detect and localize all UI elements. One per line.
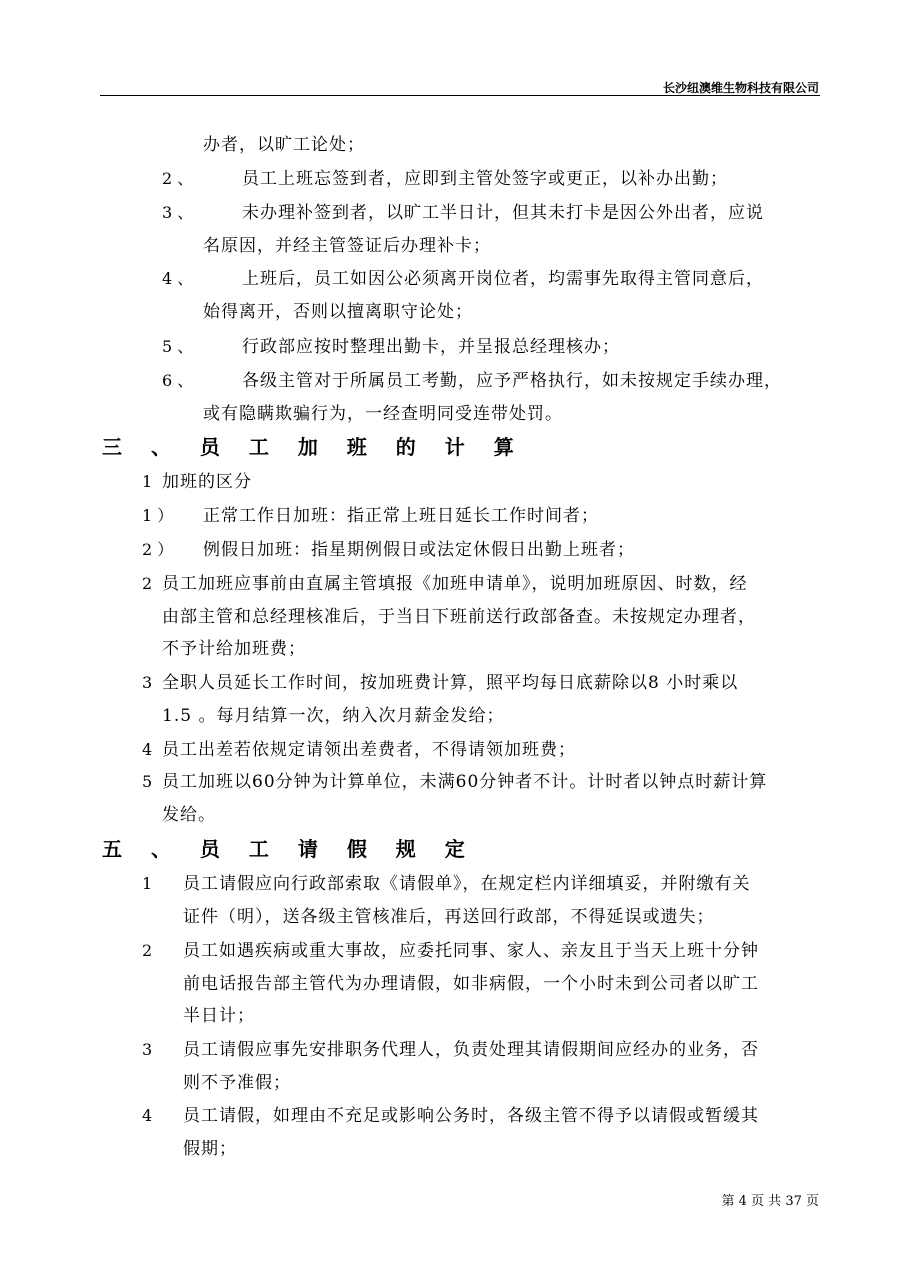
item-number: 2: [142, 941, 153, 960]
item-number: 4: [142, 1106, 153, 1125]
item-continuation: 名原因，并经主管签证后办理补卡；: [203, 236, 491, 256]
item-number: 6 、: [162, 371, 194, 390]
item-text: 行政部应按时整理出勤卡，并呈报总经理核办；: [242, 337, 620, 357]
item-text: 员工请假应事先安排职务代理人，负责处理其请假期间应经办的业务，否: [183, 1040, 759, 1060]
item-continuation: 1.5 。每月结算一次，纳入次月薪金发给；: [162, 706, 505, 726]
item-number: 4: [142, 740, 153, 759]
header-rule: [100, 95, 820, 96]
item-number: 3 、: [162, 203, 194, 222]
item-continuation: 证件（明），送各级主管核准后，再送回行政部，不得延误或遗失；: [183, 907, 715, 927]
item-continuation: 半日计；: [183, 1006, 255, 1026]
item-continuation: 前电话报告部主管代为办理请假，如非病假，一个小时未到公司者以旷工: [183, 974, 759, 994]
item-text: 加班的区分: [162, 472, 252, 492]
item-number: 1 ）: [142, 506, 174, 525]
item-number: 1: [142, 874, 153, 893]
item-text: 上班后，员工如因公必须离开岗位者，均需事先取得主管同意后，: [242, 269, 764, 289]
item-number: 2 、: [162, 169, 194, 188]
item-number: 3: [142, 1040, 153, 1059]
item-continuation: 不予计给加班费；: [162, 639, 306, 659]
page-number: 第 4 页 共 37 页: [721, 1194, 819, 1209]
item-continuation: 始得离开，否则以擅离职守论处；: [203, 302, 473, 322]
item-continuation: 假期；: [183, 1139, 237, 1159]
item-number: 3: [142, 673, 153, 692]
item-continuation: 则不予准假；: [183, 1073, 291, 1093]
section-heading-leave: 五 、 员 工 请 假 规 定: [102, 837, 476, 861]
item-text: 员工上班忘签到者，应即到主管处签字或更正，以补办出勤；: [242, 169, 728, 189]
item-text: 员工加班以60分钟为计算单位，未满60分钟者不计。计时者以钟点时薪计算: [162, 772, 768, 792]
item-text: 员工加班应事前由直属主管填报《加班申请单》，说明加班原因、时数，经: [162, 574, 748, 594]
item-text: 正常工作日加班：指正常上班日延长工作时间者；: [203, 506, 599, 526]
item-number: 5: [142, 772, 153, 791]
item-text: 未办理补签到者，以旷工半日计，但其未打卡是因公外出者，应说: [242, 203, 764, 223]
item-number: 4 、: [162, 269, 194, 288]
item-number: 2: [142, 574, 153, 593]
header-company: 长沙纽澳维生物科技有限公司: [662, 81, 819, 95]
item-continuation: 由部主管和总经理核准后，于当日下班前送行政部备查。未按规定办理者，: [162, 607, 756, 627]
item-number: 1: [142, 472, 153, 491]
item-text: 各级主管对于所属员工考勤，应予严格执行，如未按规定手续办理，: [242, 371, 782, 391]
item-text: 员工如遇疾病或重大事故，应委托同事、家人、亲友且于当天上班十分钟: [183, 941, 759, 961]
item-continuation: 或有隐瞒欺骗行为，一经查明同受连带处罚。: [203, 404, 563, 424]
section-heading-overtime: 三 、 员 工 加 班 的 计 算: [102, 435, 525, 459]
item-continuation: 办者，以旷工论处；: [203, 135, 365, 155]
item-number: 5 、: [162, 337, 194, 356]
item-text: 全职人员延长工作时间，按加班费计算，照平均每日底薪除以8 小时乘以: [162, 673, 739, 693]
item-text: 例假日加班：指星期例假日或法定休假日出勤上班者；: [203, 540, 635, 560]
item-continuation: 发给。: [162, 805, 216, 825]
item-text: 员工出差若依规定请领出差费者，不得请领加班费；: [162, 740, 576, 760]
item-text: 员工请假应向行政部索取《请假单》，在规定栏内详细填妥，并附缴有关: [183, 874, 751, 894]
item-text: 员工请假，如理由不充足或影响公务时，各级主管不得予以请假或暂缓其: [183, 1106, 759, 1126]
item-number: 2 ）: [142, 540, 174, 559]
